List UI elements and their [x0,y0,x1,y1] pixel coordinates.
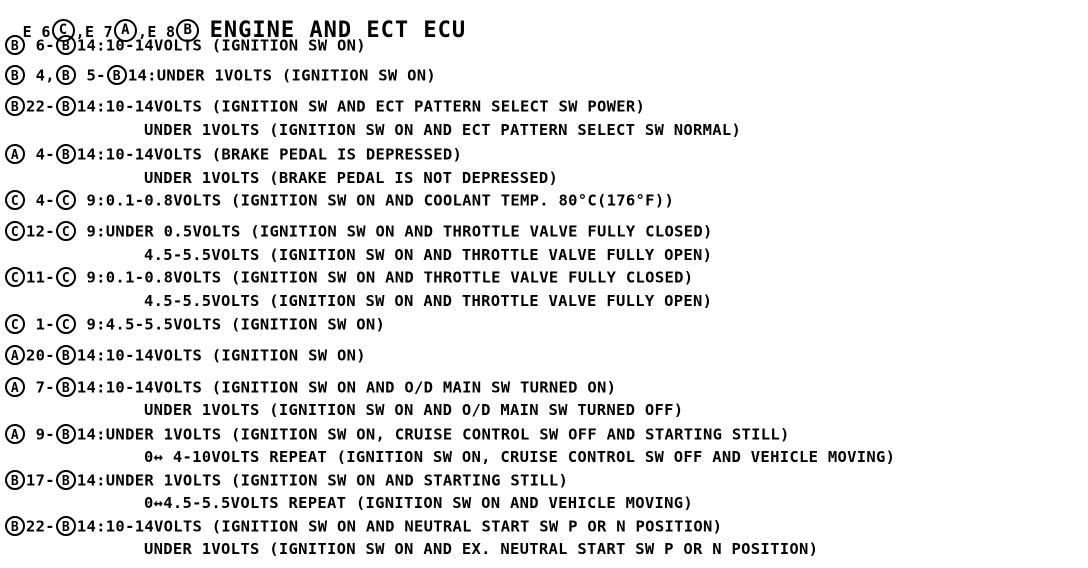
connector-circle: C [52,19,75,42]
spec-text: 9:0.1-0.8VOLTS (IGNITION SW ON AND COOLANT TEMP. 80°C(176°F)) [76,191,675,210]
spec-row [4,315,385,335]
connector-circle: C [56,267,76,287]
connector-circle: B [5,35,25,55]
terminal-number: 12- [26,222,55,241]
spec-row [4,517,722,537]
connector-circle: B [5,65,25,85]
spec-row [4,425,790,445]
spec-row [4,378,616,398]
terminal-number: 22- [26,97,55,116]
terminal-number: 22- [26,517,55,536]
spec-row [4,36,366,56]
spec-text: 14:10-14VOLTS (BRAKE PEDAL IS DEPRESSED) [76,145,463,164]
spec-row [4,471,568,491]
connector-circle: B [56,377,76,397]
spec-text: 9:4.5-5.5VOLTS (IGNITION SW ON) [76,315,386,334]
connector-circle: B [176,19,199,42]
spec-continuation: 4.5-5.5VOLTS (IGNITION SW ON AND THROTTLE VALVE FULLY OPEN) [144,292,713,310]
connector-circle: C [56,314,76,334]
terminal-number: 4- [26,145,55,164]
title-sep-1: ,E 7 [75,23,113,41]
connector-circle: B [56,96,76,116]
spec-row [4,145,462,165]
title-text: ENGINE AND ECT ECU [209,18,467,43]
spec-row [4,66,436,86]
spec-text: 9:UNDER 0.5VOLTS (IGNITION SW ON AND THROTTLE VALVE FULLY CLOSED) [76,222,713,241]
connector-circle: B [56,65,76,85]
connector-circle: B [5,96,25,116]
terminal-number: 20- [26,346,55,365]
spec-row [4,346,366,366]
spec-continuation: UNDER 1VOLTS (IGNITION SW ON AND O/D MAIN SW TURNED OFF) [144,401,684,419]
spec-continuation: 4.5-5.5VOLTS (IGNITION SW ON AND THROTTLE VALVE FULLY OPEN) [144,246,713,264]
terminal-number: 4- [26,191,55,210]
connector-circle: B [56,516,76,536]
connector-circle: B [5,516,25,536]
connector-circle: C [5,267,25,287]
spec-text: 14:10-14VOLTS (IGNITION SW ON AND O/D MAIN SW TURNED ON) [76,378,617,397]
connector-circle: C [56,190,76,210]
connector-circle: A [114,19,137,42]
spec-row [4,97,645,117]
spec-continuation: UNDER 1VOLTS (IGNITION SW ON AND ECT PATTERN SELECT SW NORMAL) [144,121,742,139]
terminal-number: 1- [26,315,55,334]
terminal-number: 7- [26,378,55,397]
connector-circle: B [5,470,25,490]
spec-row [4,222,713,242]
connector-circle: A [5,345,25,365]
spec-text: 14:UNDER 1VOLTS (IGNITION SW ON AND STARTING STILL) [76,471,569,490]
spec-text: 14:10-14VOLTS (IGNITION SW ON) [76,346,366,365]
title-prefix-1: E 6 [22,23,51,41]
spec-text: 14:10-14VOLTS (IGNITION SW ON AND NEUTRAL START SW P OR N POSITION) [76,517,723,536]
connector-circle: C [5,190,25,210]
title-sep-2: ,E 8 [138,23,176,41]
spec-text: 14:UNDER 1VOLTS (IGNITION SW ON, CRUISE CONTROL SW OFF AND STARTING STILL) [76,425,790,444]
spec-continuation: 0↔4.5-5.5VOLTS REPEAT (IGNITION SW ON AND VEHICLE MOVING) [144,494,694,512]
spec-continuation: 0↔ 4-10VOLTS REPEAT (IGNITION SW ON, CRUISE CONTROL SW OFF AND VEHICLE MOVING) [144,448,896,466]
connector-circle: B [56,424,76,444]
terminal-number: 4, [26,66,55,85]
connector-circle: B [56,470,76,490]
connector-circle: C [5,221,25,241]
connector-circle: B [107,65,127,85]
spec-continuation: UNDER 1VOLTS (IGNITION SW ON AND EX. NEUTRAL START SW P OR N POSITION) [144,540,819,558]
terminal-number: 5- [76,66,106,85]
connector-circle: C [5,314,25,334]
connector-circle: B [56,35,76,55]
spec-continuation: UNDER 1VOLTS (BRAKE PEDAL IS NOT DEPRESSED) [144,169,559,187]
connector-circle: B [56,144,76,164]
terminal-number: 11- [26,268,55,287]
spec-row [4,191,674,211]
terminal-number: 17- [26,471,55,490]
connector-circle: A [5,144,25,164]
connector-circle: A [5,377,25,397]
spec-row [4,268,693,288]
terminal-number: 9- [26,425,55,444]
connector-circle: A [5,424,25,444]
connector-circle: B [56,345,76,365]
spec-text: 14:UNDER 1VOLTS (IGNITION SW ON) [127,66,437,85]
connector-circle: C [56,221,76,241]
terminal-number: 6- [26,36,55,55]
spec-text: 9:0.1-0.8VOLTS (IGNITION SW ON AND THROTTLE VALVE FULLY CLOSED) [76,268,694,287]
spec-text: 14:10-14VOLTS (IGNITION SW ON) [76,36,366,55]
spec-text: 14:10-14VOLTS (IGNITION SW AND ECT PATTERN SELECT SW POWER) [76,97,646,116]
